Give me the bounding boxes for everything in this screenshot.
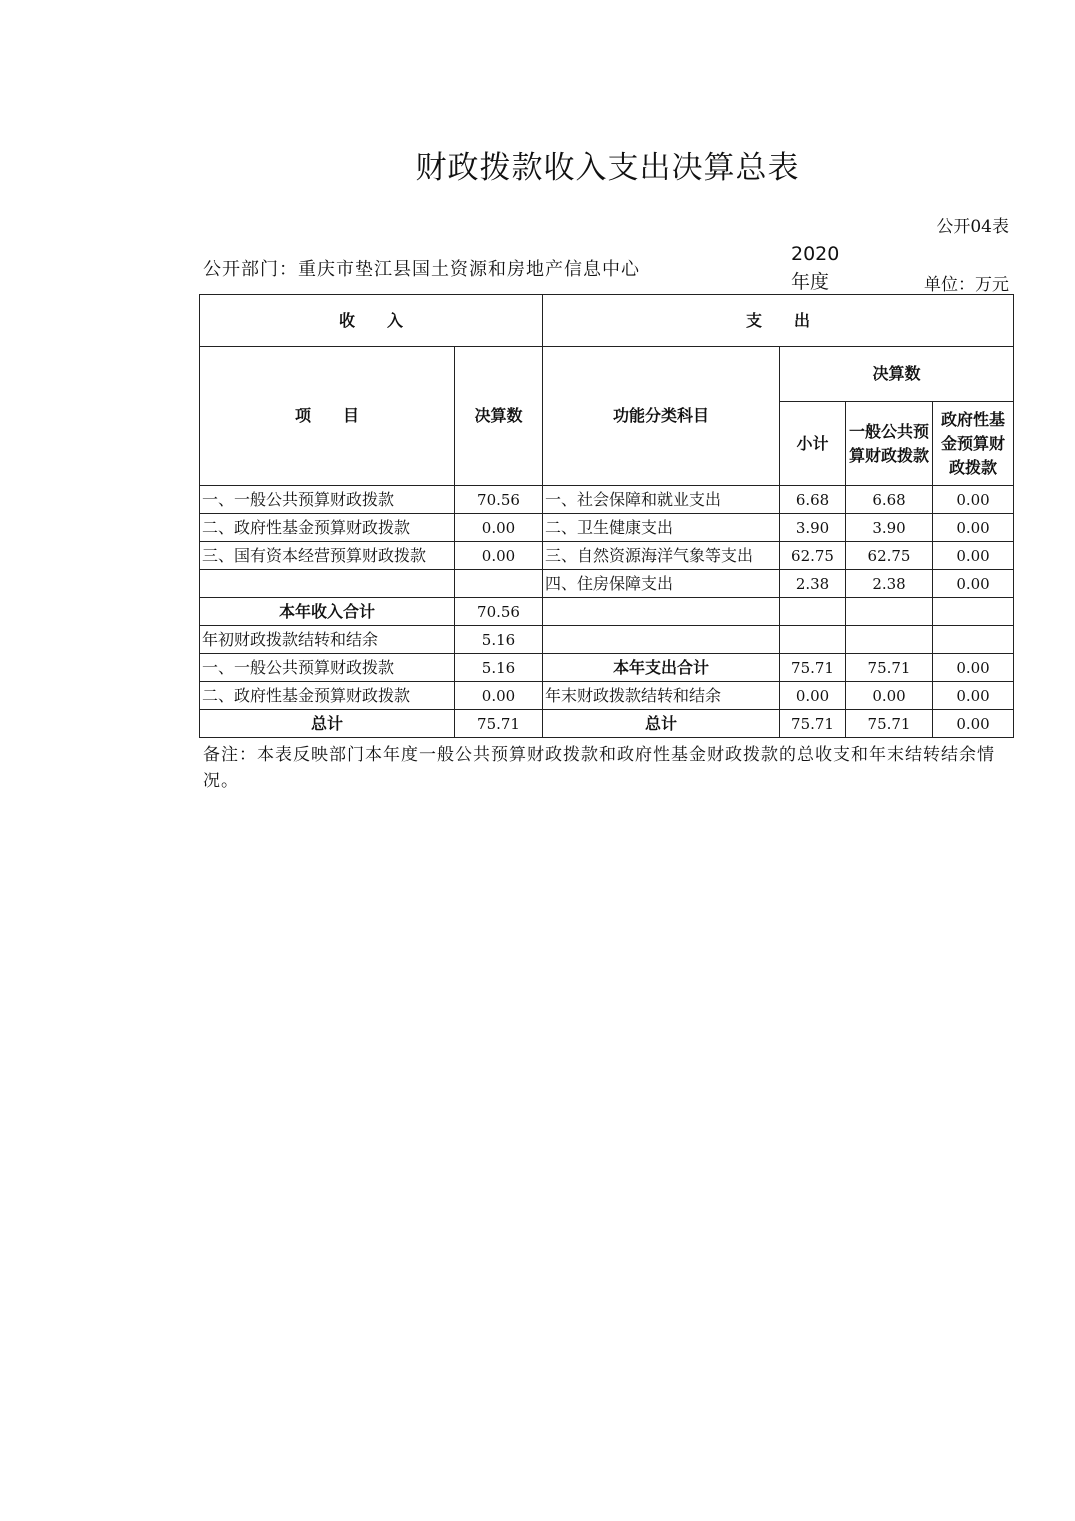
expense-item: 四、住房保障支出 xyxy=(543,570,780,598)
year-number: 2020 xyxy=(791,243,840,265)
table-row xyxy=(200,682,1014,710)
expense-subtotal xyxy=(780,598,846,626)
func-category-header: 功能分类科目 xyxy=(543,347,780,486)
department-label: 公开部门：重庆市垫江县国土资源和房地产信息中心 xyxy=(203,259,640,280)
expense-fund: 0.00 xyxy=(933,514,1014,542)
expense-general: 75.71 xyxy=(846,654,933,682)
form-number: 公开04表 xyxy=(936,217,1009,237)
expense-subtotal: 0.00 xyxy=(780,682,846,710)
table-row xyxy=(200,514,1014,542)
table-row xyxy=(200,598,1014,626)
income-total-label: 本年收入合计 xyxy=(200,598,455,626)
income-amount xyxy=(455,570,543,598)
expense-fund: 0.00 xyxy=(933,570,1014,598)
expense-fund: 0.00 xyxy=(933,710,1014,738)
grand-total-expense-label: 总计 xyxy=(543,710,780,738)
expense-item xyxy=(543,626,780,654)
income-amount: 0.00 xyxy=(455,682,543,710)
income-amount: 0.00 xyxy=(455,514,543,542)
general-budget-header: 一般公共预算财政拨款 xyxy=(846,402,933,486)
income-amount: 5.16 xyxy=(455,626,543,654)
income-item xyxy=(200,570,455,598)
income-amount: 0.00 xyxy=(455,542,543,570)
expense-subtotal: 75.71 xyxy=(780,710,846,738)
income-item: 一、一般公共预算财政拨款 xyxy=(200,486,455,514)
year-suffix: 年度 xyxy=(791,271,830,293)
income-amount: 70.56 xyxy=(455,486,543,514)
page-title: 财政拨款收入支出决算总表 xyxy=(415,150,800,186)
table-row xyxy=(200,710,1014,738)
expense-general xyxy=(846,598,933,626)
expense-subtotal: 62.75 xyxy=(780,542,846,570)
income-item: 一、一般公共预算财政拨款 xyxy=(200,654,455,682)
income-item: 二、政府性基金预算财政拨款 xyxy=(200,514,455,542)
income-item: 三、国有资本经营预算财政拨款 xyxy=(200,542,455,570)
gov-fund-header: 政府性基金预算财政拨款 xyxy=(933,402,1014,486)
expense-item xyxy=(543,598,780,626)
income-item: 二、政府性基金预算财政拨款 xyxy=(200,682,455,710)
expense-general: 3.90 xyxy=(846,514,933,542)
expense-total-label: 本年支出合计 xyxy=(543,654,780,682)
expense-general: 62.75 xyxy=(846,542,933,570)
income-amount: 5.16 xyxy=(455,654,543,682)
budget-table xyxy=(199,294,1014,738)
expense-item: 三、自然资源海洋气象等支出 xyxy=(543,542,780,570)
expense-header: 支 出 xyxy=(543,295,1014,347)
expense-subtotal: 6.68 xyxy=(780,486,846,514)
amount2-header: 决算数 xyxy=(780,347,1014,402)
income-amount: 75.71 xyxy=(455,710,543,738)
expense-general: 2.38 xyxy=(846,570,933,598)
expense-item: 年末财政拨款结转和结余 xyxy=(543,682,780,710)
expense-item: 一、社会保障和就业支出 xyxy=(543,486,780,514)
expense-subtotal: 75.71 xyxy=(780,654,846,682)
expense-fund: 0.00 xyxy=(933,682,1014,710)
fiscal-year xyxy=(791,240,839,296)
item-header: 项 目 xyxy=(200,347,455,486)
expense-fund xyxy=(933,626,1014,654)
expense-general: 0.00 xyxy=(846,682,933,710)
expense-subtotal: 3.90 xyxy=(780,514,846,542)
expense-general: 6.68 xyxy=(846,486,933,514)
expense-item: 二、卫生健康支出 xyxy=(543,514,780,542)
expense-subtotal xyxy=(780,626,846,654)
expense-general xyxy=(846,626,933,654)
remarks: 备注：本表反映部门本年度一般公共预算财政拨款和政府性基金财政拨款的总收支和年末结转结余情况。 xyxy=(203,745,995,791)
expense-subtotal: 2.38 xyxy=(780,570,846,598)
expense-fund xyxy=(933,598,1014,626)
subtotal-header: 小计 xyxy=(780,402,846,486)
amount-header: 决算数 xyxy=(455,347,543,486)
income-header: 收 入 xyxy=(200,295,543,347)
income-amount: 70.56 xyxy=(455,598,543,626)
expense-fund: 0.00 xyxy=(933,486,1014,514)
income-item: 年初财政拨款结转和结余 xyxy=(200,626,455,654)
grand-total-income-label: 总计 xyxy=(200,710,455,738)
table-row xyxy=(200,626,1014,654)
expense-general: 75.71 xyxy=(846,710,933,738)
unit-label: 单位：万元 xyxy=(924,275,1009,295)
table-row xyxy=(200,542,1014,570)
expense-fund: 0.00 xyxy=(933,542,1014,570)
expense-fund: 0.00 xyxy=(933,654,1014,682)
table-row xyxy=(200,654,1014,682)
table-row xyxy=(200,486,1014,514)
table-row xyxy=(200,570,1014,598)
